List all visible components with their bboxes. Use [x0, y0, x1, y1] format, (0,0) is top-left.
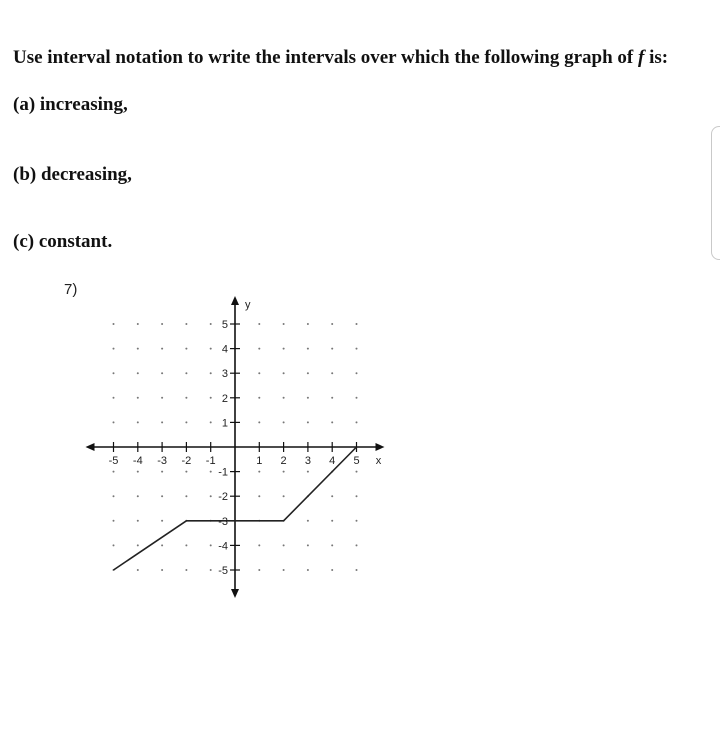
- prompt-text-after: is:: [644, 47, 669, 68]
- grid-dot: [283, 569, 285, 571]
- grid-dot: [113, 421, 115, 423]
- part-b-label: (b) decreasing,: [13, 164, 132, 185]
- grid-dot: [283, 495, 285, 497]
- grid-dot: [161, 397, 163, 399]
- grid-dot: [283, 372, 285, 374]
- grid-dot: [258, 323, 260, 325]
- x-axis-label: x: [375, 455, 382, 467]
- grid-dot: [137, 544, 139, 546]
- grid-dot: [185, 495, 187, 497]
- grid-dot: [331, 372, 333, 374]
- grid-dot: [258, 421, 260, 423]
- grid-dot: [307, 544, 309, 546]
- x-tick-label: 4: [329, 455, 336, 467]
- grid-dot: [356, 495, 358, 497]
- grid-dot: [185, 323, 187, 325]
- grid-dot: [307, 520, 309, 522]
- grid-dot: [307, 348, 309, 350]
- function-symbol: f: [638, 47, 645, 68]
- grid-dot: [356, 372, 358, 374]
- x-tick-label: -5: [108, 455, 119, 467]
- grid-dot: [161, 421, 163, 423]
- grid-dot: [210, 544, 212, 546]
- grid-dot: [307, 372, 309, 374]
- part-c-label: (c) constant.: [13, 231, 113, 252]
- grid-dot: [356, 569, 358, 571]
- grid-dot: [137, 569, 139, 571]
- grid-dot: [161, 372, 163, 374]
- grid-dot: [356, 520, 358, 522]
- grid-dot: [161, 323, 163, 325]
- grid-dot: [331, 544, 333, 546]
- y-axis-arrow-up: [231, 296, 239, 305]
- x-tick-label: -3: [157, 455, 167, 467]
- grid-dot: [331, 397, 333, 399]
- grid-dot: [283, 348, 285, 350]
- y-tick-label: 1: [221, 417, 228, 430]
- grid-dot: [161, 495, 163, 497]
- grid-dot: [283, 421, 285, 423]
- y-axis-arrow-down: [231, 589, 239, 598]
- grid-dot: [185, 348, 187, 350]
- x-axis-arrow-right: [376, 443, 385, 451]
- grid-dot: [356, 397, 358, 399]
- grid-dot: [185, 471, 187, 473]
- grid-dot: [137, 471, 139, 473]
- grid-dot: [331, 569, 333, 571]
- x-tick-label: 5: [353, 455, 360, 467]
- grid-dot: [331, 323, 333, 325]
- grid-dot: [331, 520, 333, 522]
- grid-dot: [356, 323, 358, 325]
- y-tick-label: 4: [221, 343, 228, 356]
- grid-dot: [356, 544, 358, 546]
- y-tick-label: -2: [218, 491, 228, 504]
- grid-dot: [113, 544, 115, 546]
- grid-dot: [210, 372, 212, 374]
- grid-dot: [113, 397, 115, 399]
- grid-dot: [185, 397, 187, 399]
- x-tick-label: 1: [256, 455, 263, 467]
- grid-dot: [258, 544, 260, 546]
- grid-dot: [185, 544, 187, 546]
- grid-dot: [258, 495, 260, 497]
- grid-dot: [161, 520, 163, 522]
- grid-dot: [137, 495, 139, 497]
- grid-dot: [137, 421, 139, 423]
- grid-dot: [210, 569, 212, 571]
- x-tick-label: 3: [304, 455, 311, 467]
- grid-dot: [137, 323, 139, 325]
- prompt-text-before: Use interval notation to write the intervals over which the following graph of: [13, 47, 639, 68]
- grid-dot: [258, 372, 260, 374]
- grid-dot: [331, 421, 333, 423]
- grid-dot: [113, 471, 115, 473]
- grid-dot: [161, 544, 163, 546]
- grid-dot: [210, 323, 212, 325]
- grid-dot: [258, 348, 260, 350]
- tick-labels: [109, 299, 382, 577]
- grid-dot: [258, 397, 260, 399]
- grid-dot: [210, 348, 212, 350]
- grid-dot: [113, 348, 115, 350]
- y-tick-label: -4: [218, 540, 228, 553]
- grid-dot: [113, 495, 115, 497]
- grid-dot: [137, 520, 139, 522]
- grid-dot: [161, 348, 163, 350]
- grid-dot: [113, 372, 115, 374]
- grid-dot: [161, 471, 163, 473]
- y-tick-label: 5: [221, 319, 228, 331]
- grid-dot: [185, 569, 187, 571]
- grid-dot: [210, 495, 212, 497]
- x-tick-label: -2: [181, 455, 192, 467]
- grid-dot: [137, 348, 139, 350]
- x-tick-label: -4: [132, 455, 143, 467]
- part-a-label: (a) increasing,: [13, 94, 128, 115]
- grid-dot: [137, 372, 139, 374]
- grid-dot: [356, 421, 358, 423]
- y-tick-label: -1: [218, 466, 228, 479]
- grid-dot: [113, 323, 115, 325]
- y-tick-label: -5: [218, 565, 228, 577]
- grid-dot: [331, 348, 333, 350]
- grid-dot: [356, 471, 358, 473]
- grid-dot: [210, 397, 212, 399]
- grid-dot: [210, 471, 212, 473]
- x-tick-label: 2: [280, 455, 287, 467]
- grid-dot: [258, 569, 260, 571]
- grid-dot: [185, 372, 187, 374]
- problem-number: 7): [64, 281, 78, 298]
- grid-dot: [283, 471, 285, 473]
- grid-dot: [307, 569, 309, 571]
- grid-dot: [113, 520, 115, 522]
- grid-dot: [161, 569, 163, 571]
- grid-dot: [307, 421, 309, 423]
- grid-dot: [283, 323, 285, 325]
- y-axis-label: y: [245, 299, 251, 311]
- grid-dot: [356, 348, 358, 350]
- y-tick-label: 2: [221, 392, 228, 405]
- grid-dot: [137, 397, 139, 399]
- grid-dot: [331, 495, 333, 497]
- grid-dot: [307, 323, 309, 325]
- grid-dot: [307, 397, 309, 399]
- y-tick-label: -3: [218, 515, 228, 528]
- grid-dot: [283, 544, 285, 546]
- grid-dot: [283, 397, 285, 399]
- y-tick-label: 3: [221, 368, 228, 381]
- grid-dot: [307, 471, 309, 473]
- grid-dot: [210, 421, 212, 423]
- x-axis-arrow-left: [86, 443, 95, 451]
- grid-dot: [258, 471, 260, 473]
- grid-dot: [185, 421, 187, 423]
- x-tick-label: -1: [205, 455, 216, 467]
- axes: [86, 296, 385, 598]
